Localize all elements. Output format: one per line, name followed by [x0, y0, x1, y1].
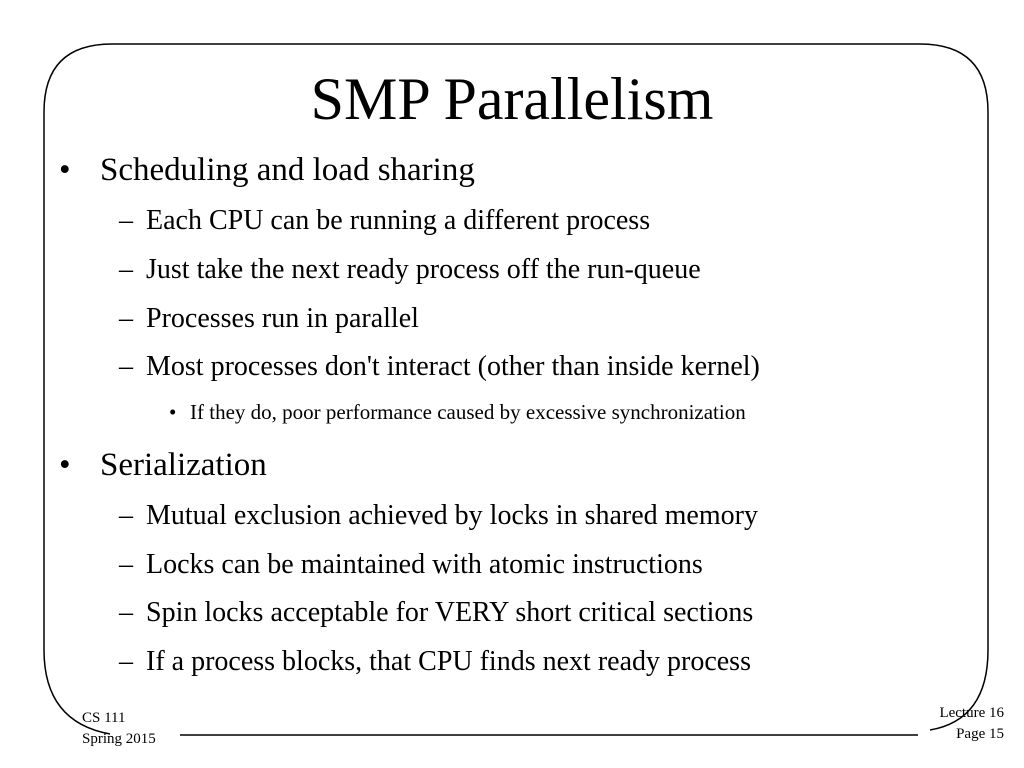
- dash-marker: –: [119, 254, 133, 285]
- bullet-text: Scheduling and load sharing: [100, 152, 475, 188]
- dash-marker: –: [119, 500, 133, 531]
- dash-marker: –: [119, 549, 133, 580]
- dash-marker: –: [119, 205, 133, 236]
- bullet-text: Serialization: [100, 447, 267, 483]
- sub-item-text: Spin locks acceptable for VERY short critical sections: [146, 597, 754, 628]
- footer-term: Spring 2015: [82, 731, 156, 747]
- footer-course: CS 111: [82, 710, 126, 726]
- dash-marker: –: [119, 646, 133, 677]
- bullet-marker-small: •: [169, 400, 177, 424]
- sub-item-text: Locks can be maintained with atomic instructions: [146, 549, 703, 580]
- sub-sub-item-text: If they do, poor performance caused by excessive synchronization: [190, 400, 746, 424]
- sub-item-text: Each CPU can be running a different process: [146, 205, 651, 236]
- dash-marker: –: [119, 303, 133, 334]
- footer-right: [900, 703, 1004, 745]
- slide-title: SMP Parallelism: [310, 66, 714, 132]
- bullet-marker: •: [59, 152, 71, 188]
- sub-item-text: Processes run in parallel: [146, 303, 419, 334]
- sub-item-text: Just take the next ready process off the run-queue: [146, 254, 701, 285]
- sub-item-text: Most processes don't interact (other than inside kernel): [146, 351, 760, 382]
- sub-item-text: If a process blocks, that CPU finds next ready process: [146, 646, 751, 677]
- bullet-marker: •: [59, 447, 71, 483]
- dash-marker: –: [119, 351, 133, 382]
- sub-item-text: Mutual exclusion achieved by locks in shared memory: [146, 500, 758, 531]
- dash-marker: –: [119, 597, 133, 628]
- footer-page: Page 15: [956, 726, 1004, 742]
- frame-border-left: [44, 44, 112, 734]
- footer-left: [82, 708, 156, 750]
- footer-lecture: Lecture 16: [939, 705, 1004, 721]
